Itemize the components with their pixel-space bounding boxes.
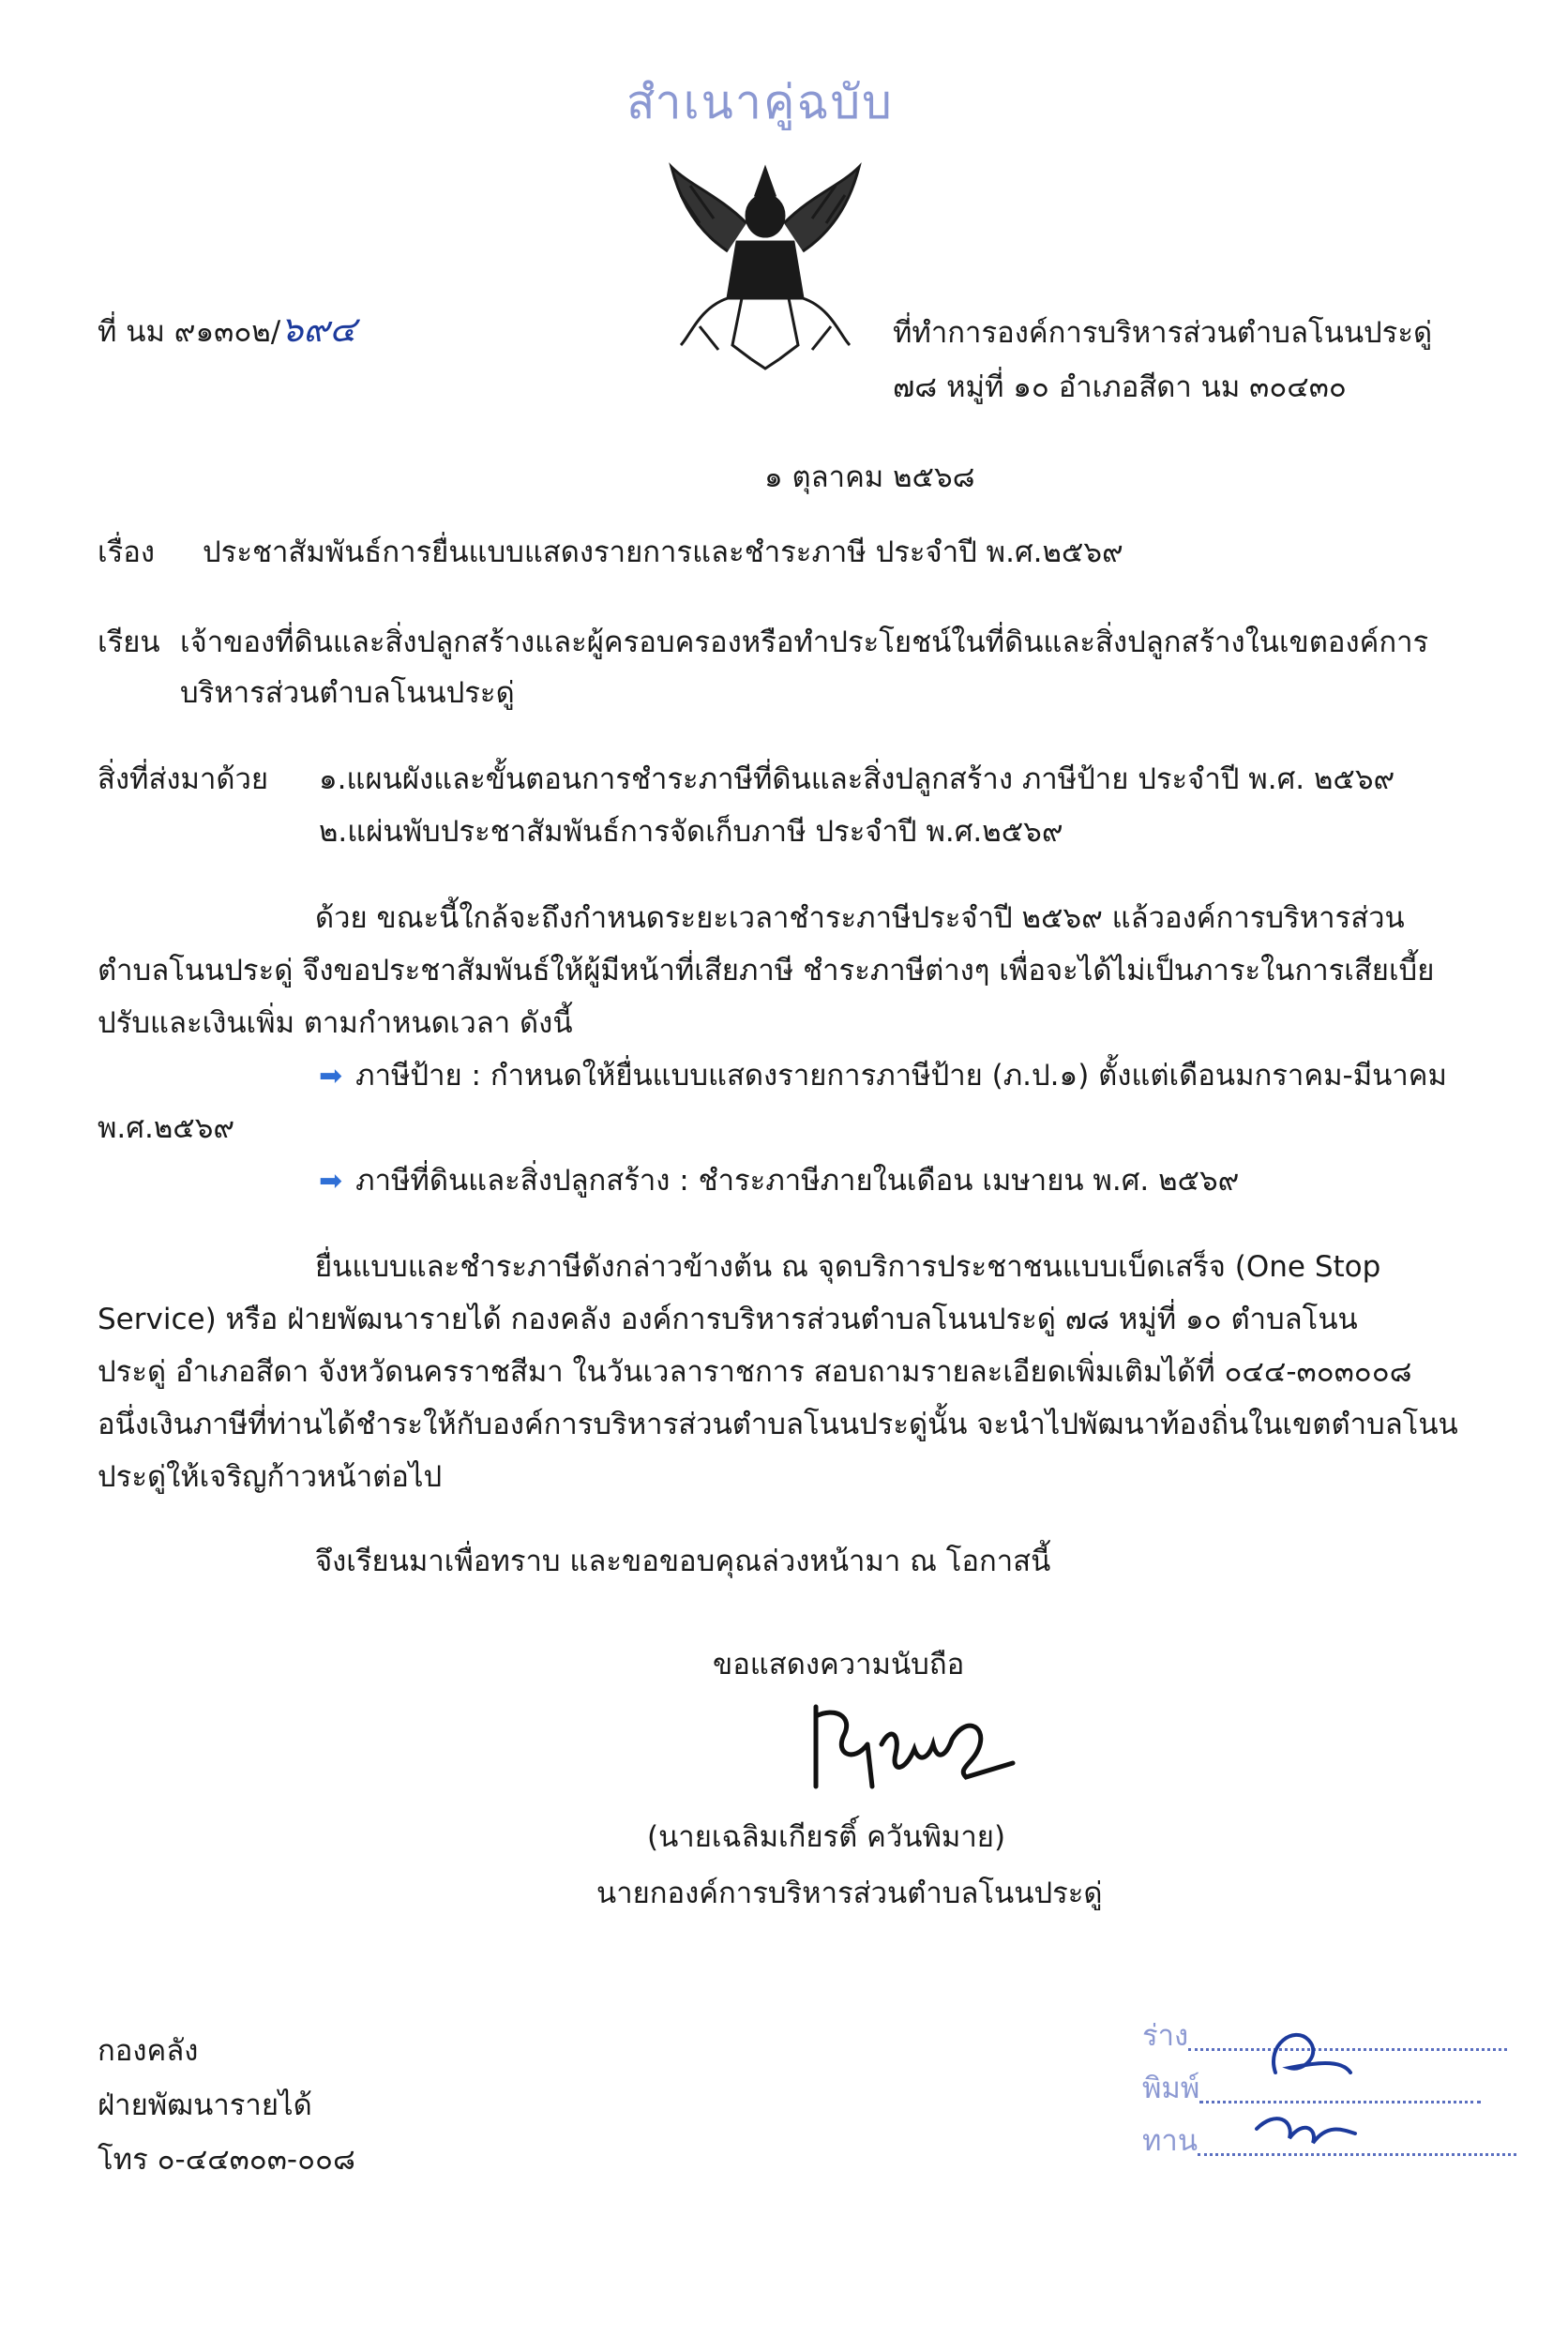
arrow-right-icon: ➡ — [319, 1060, 343, 1093]
bullet-sign-tax-text: ภาษีป้าย : กำหนดให้ยื่นแบบแสดงรายการภาษีป้าย (ภ.ป.๑) ตั้งแต่เดือนมกราคม-มีนาคม — [355, 1059, 1447, 1093]
footer-phone: โทร ๐-๔๔๓๐๓-๐๐๘ — [98, 2143, 355, 2177]
footer-department: กองคลัง — [98, 2034, 199, 2068]
body-para1-line3: ปรับและเงินเพิ่ม ตามกำหนดเวลา ดังนี้ — [98, 1006, 573, 1040]
regards: ขอแสดงความนับถือ — [713, 1648, 965, 1681]
enclosure-item-1: ๑.แผนผังและขั้นตอนการชำระภาษีที่ดินและสิ่งปลูกสร้าง ภาษีป้าย ประจำปี พ.ศ. ๒๕๖๙ — [319, 762, 1395, 796]
bullet-land-tax — [319, 1164, 1240, 1198]
reference-number — [98, 309, 356, 350]
recipient-line2: บริหารส่วนตำบลโนนประดู่ — [180, 676, 515, 710]
copy-stamp: สำเนาคู่ฉบับ — [626, 75, 894, 129]
initials-checked-label: ทาน — [1142, 2124, 1199, 2158]
body-para2-line5: ประดู่ให้เจริญก้าวหน้าต่อไป — [98, 1460, 443, 1494]
signer-name: (นายเฉลิมเกียรติ์ ควันพิมาย) — [647, 1820, 1006, 1854]
initials-typed-label: พิมพ์ — [1142, 2072, 1200, 2105]
footer-section: ฝ่ายพัฒนารายได้ — [98, 2088, 312, 2122]
reference-prefix: ที่ นม ๙๑๓๐๒/ — [98, 315, 281, 349]
bullet-sign-tax-line2: พ.ศ.๒๕๖๙ — [98, 1111, 235, 1145]
body-para2-line3: ประดู่ อำเภอสีดา จังหวัดนครราชสีมา ในวันเวลาราชการ สอบถามรายละเอียดเพิ่มเติมได้ที่ ๐๔๔-๓๐๓๐๐๘ — [98, 1355, 1412, 1389]
arrow-right-icon: ➡ — [319, 1165, 343, 1198]
recipient-line1: เจ้าของที่ดินและสิ่งปลูกสร้างและผู้ครอบครองหรือทำประโยชน์ในที่ดินและสิ่งปลูกสร้างในเขตองค์การ — [180, 626, 1429, 659]
bullet-land-tax-text: ภาษีที่ดินและสิ่งปลูกสร้าง : ชำระภาษีภายในเดือน เมษายน พ.ศ. ๒๕๖๙ — [355, 1164, 1240, 1198]
initials-draft-label: ร่าง — [1142, 2019, 1189, 2053]
signature-image — [778, 1688, 1022, 1804]
office-address-line2: ๗๘ หมู่ที่ ๑๐ อำเภอสีดา นม ๓๐๔๓๐ — [893, 370, 1347, 404]
body-para2-line2: Service) หรือ ฝ่ายพัฒนารายได้ กองคลัง องค์การบริหารส่วนตำบลโนนประดู่ ๗๘ หมู่ที่ ๑๐ ตำบลโนน — [98, 1303, 1358, 1336]
body-para2-line1: ยื่นแบบและชำระภาษีดังกล่าวข้างต้น ณ จุดบริการประชาชนแบบเบ็ดเสร็จ (One Stop — [315, 1250, 1381, 1284]
enclosures-label: สิ่งที่ส่งมาด้วย — [98, 762, 269, 796]
body-para1-line1: ด้วย ขณะนี้ใกล้จะถึงกำหนดระยะเวลาชำระภาษีประจำปี ๒๕๖๙ แล้วองค์การบริหารส่วน — [315, 901, 1405, 935]
subject-text: ประชาสัมพันธ์การยื่นแบบแสดงรายการและชำระภาษี ประจำปี พ.ศ.๒๕๖๙ — [203, 535, 1123, 569]
office-address-line1: ที่ทำการองค์การบริหารส่วนตำบลโนนประดู่ — [893, 316, 1433, 350]
subject-label: เรื่อง — [98, 535, 156, 569]
signer-position: นายกองค์การบริหารส่วนตำบลโนนประดู่ — [596, 1877, 1103, 1910]
closing-sentence: จึงเรียนมาเพื่อทราบ และขอขอบคุณล่วงหน้ามา ณ โอกาสนี้ — [315, 1545, 1051, 1578]
handwritten-reference: ๖๙๔ — [280, 309, 356, 350]
initials-scribble — [1238, 2007, 1369, 2170]
recipient-label: เรียน — [98, 626, 160, 659]
garuda-emblem-icon — [662, 158, 868, 377]
enclosure-item-2: ๒.แผ่นพับประชาสัมพันธ์การจัดเก็บภาษี ประจำปี พ.ศ.๒๕๖๙ — [319, 815, 1063, 849]
letter-date: ๑ ตุลาคม ๒๕๖๘ — [764, 460, 975, 494]
bullet-sign-tax — [319, 1059, 1447, 1093]
body-para1-line2: ตำบลโนนประดู่ จึงขอประชาสัมพันธ์ให้ผู้มีหน้าที่เสียภาษี ชำระภาษีต่างๆ เพื่อจะได้ไม่เป็นภาระในการเสียเบี้ย — [98, 954, 1435, 988]
body-para2-line4: อนึ่งเงินภาษีที่ท่านได้ชำระให้กับองค์การบริหารส่วนตำบลโนนประดู่นั้น จะนำไปพัฒนาท้องถิ่นในเขตตำบลโนน — [98, 1408, 1458, 1441]
